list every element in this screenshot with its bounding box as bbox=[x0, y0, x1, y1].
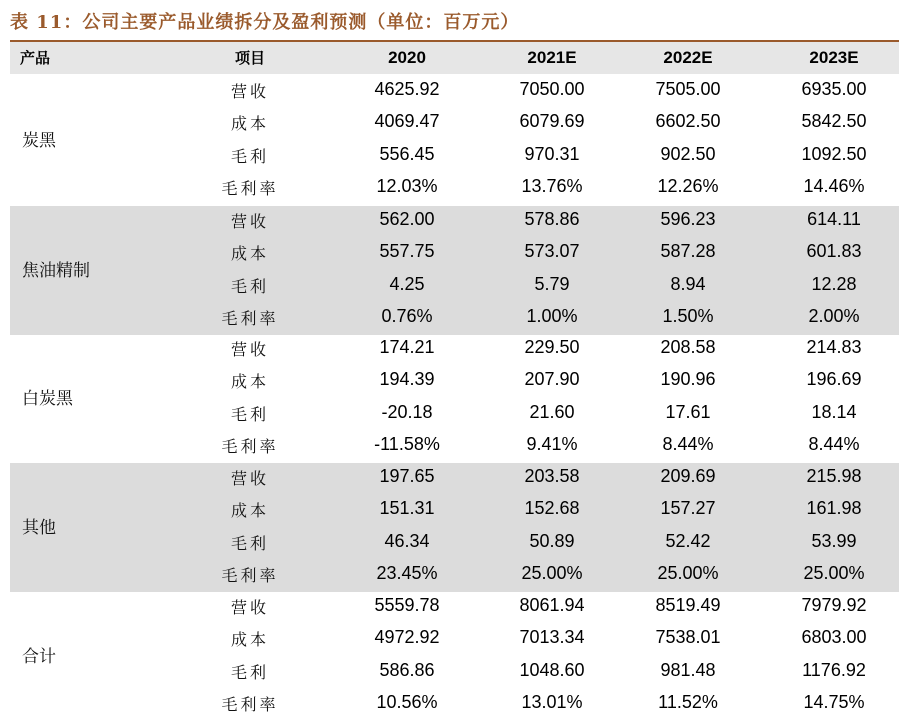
table-row bbox=[10, 366, 899, 398]
row-item-label: 营收 bbox=[230, 212, 269, 231]
value-cell: 556.45 bbox=[379, 144, 435, 164]
value-cell: 13.01% bbox=[521, 692, 583, 712]
product-total: 合计 bbox=[22, 647, 56, 667]
value-cell: 6935.00 bbox=[801, 79, 867, 99]
value-cell: 12.03% bbox=[376, 176, 438, 196]
value-cell: 152.68 bbox=[524, 498, 580, 518]
table-row bbox=[10, 657, 899, 689]
value-cell: 207.90 bbox=[524, 369, 580, 389]
product-carbon-black: 炭黑 bbox=[22, 131, 56, 151]
header-year-2022e: 2022E bbox=[663, 48, 713, 67]
row-item-label: 成本 bbox=[230, 630, 269, 649]
value-cell: 586.86 bbox=[379, 660, 435, 680]
header-year-2023e: 2023E bbox=[809, 48, 859, 67]
value-cell: 25.00% bbox=[657, 563, 719, 583]
table-row bbox=[10, 560, 899, 592]
value-cell: 8519.49 bbox=[655, 595, 721, 615]
row-item-label: 营收 bbox=[230, 82, 269, 101]
product-group bbox=[10, 463, 899, 592]
row-item-label: 成本 bbox=[230, 501, 269, 520]
table-row bbox=[10, 173, 899, 205]
table-row bbox=[10, 271, 899, 303]
row-item-label: 成本 bbox=[230, 244, 269, 263]
value-cell: 21.60 bbox=[529, 402, 575, 422]
value-cell: 596.23 bbox=[660, 209, 716, 229]
value-cell: 2.00% bbox=[808, 306, 860, 326]
value-cell: 194.39 bbox=[379, 369, 435, 389]
value-cell: 4069.47 bbox=[374, 111, 440, 131]
value-cell: 229.50 bbox=[524, 337, 580, 357]
value-cell: 12.26% bbox=[657, 176, 719, 196]
value-cell: 7050.00 bbox=[519, 79, 585, 99]
table-title: 表 11：公司主要产品业绩拆分及盈利预测（单位：百万元） bbox=[10, 12, 520, 33]
value-cell: 161.98 bbox=[806, 498, 862, 518]
row-item-label: 毛利率 bbox=[221, 566, 279, 585]
row-item-label: 毛利 bbox=[230, 277, 269, 296]
row-item-label: 毛利 bbox=[230, 147, 269, 166]
value-cell: 174.21 bbox=[379, 337, 435, 357]
row-item-label: 营收 bbox=[230, 598, 269, 617]
row-item-label: 毛利 bbox=[230, 405, 269, 424]
table-row bbox=[10, 334, 899, 366]
value-cell: 573.07 bbox=[524, 241, 580, 261]
product-other: 其他 bbox=[22, 518, 56, 538]
value-cell: 23.45% bbox=[376, 563, 438, 583]
header-product: 产品 bbox=[20, 49, 51, 67]
value-cell: 13.76% bbox=[521, 176, 583, 196]
table-row bbox=[10, 303, 899, 335]
value-cell: 10.56% bbox=[376, 692, 438, 712]
value-cell: 8061.94 bbox=[519, 595, 585, 615]
value-cell: 1176.92 bbox=[802, 660, 866, 680]
header-item: 项目 bbox=[234, 49, 265, 67]
value-cell: 562.00 bbox=[379, 209, 435, 229]
value-cell: 5.79 bbox=[534, 274, 570, 294]
header-year-2021e: 2021E bbox=[527, 48, 577, 67]
table-row bbox=[10, 624, 899, 656]
value-cell: 50.89 bbox=[529, 531, 575, 551]
table-row bbox=[10, 495, 899, 527]
table-row bbox=[10, 463, 899, 495]
row-item-label: 成本 bbox=[230, 372, 269, 391]
value-cell: 601.83 bbox=[806, 241, 862, 261]
table-row bbox=[10, 108, 899, 140]
value-cell: 614.11 bbox=[807, 209, 861, 229]
product-group bbox=[10, 206, 899, 335]
value-cell: 8.44% bbox=[808, 434, 860, 454]
product-group bbox=[10, 76, 899, 205]
value-cell: 190.96 bbox=[660, 369, 716, 389]
row-item-label: 营收 bbox=[230, 469, 269, 488]
value-cell: 6602.50 bbox=[655, 111, 721, 131]
product-white-carbon-black: 白炭黑 bbox=[22, 389, 73, 409]
table-row bbox=[10, 689, 899, 721]
value-cell: 902.50 bbox=[660, 144, 716, 164]
product-group bbox=[10, 592, 899, 721]
value-cell: 578.86 bbox=[524, 209, 580, 229]
value-cell: 203.58 bbox=[524, 466, 580, 486]
value-cell: 25.00% bbox=[521, 563, 583, 583]
value-cell: 5842.50 bbox=[801, 111, 867, 131]
value-cell: -11.58% bbox=[374, 434, 440, 454]
value-cell: 14.46% bbox=[803, 176, 865, 196]
value-cell: 4972.92 bbox=[374, 627, 440, 647]
value-cell: 46.34 bbox=[384, 531, 430, 551]
value-cell: 9.41% bbox=[526, 434, 578, 454]
value-cell: 0.76% bbox=[381, 306, 433, 326]
row-item-label: 毛利率 bbox=[221, 437, 279, 456]
value-cell: 53.99 bbox=[811, 531, 857, 551]
value-cell: 17.61 bbox=[665, 402, 711, 422]
value-cell: 215.98 bbox=[806, 466, 862, 486]
table-row bbox=[10, 206, 899, 238]
value-cell: 7979.92 bbox=[801, 595, 867, 615]
value-cell: 6079.69 bbox=[519, 111, 585, 131]
value-cell: 557.75 bbox=[379, 241, 435, 261]
value-cell: 214.83 bbox=[806, 337, 862, 357]
value-cell: 1092.50 bbox=[801, 144, 867, 164]
value-cell: 8.94 bbox=[670, 274, 706, 294]
table-row bbox=[10, 592, 899, 624]
value-cell: 5559.78 bbox=[374, 595, 440, 615]
value-cell: 7538.01 bbox=[655, 627, 721, 647]
value-cell: 157.27 bbox=[660, 498, 716, 518]
value-cell: 1.50% bbox=[662, 306, 714, 326]
product-group bbox=[10, 334, 899, 463]
header-year-2020: 2020 bbox=[388, 48, 426, 67]
value-cell: 587.28 bbox=[660, 241, 716, 261]
value-cell: 208.58 bbox=[660, 337, 716, 357]
value-cell: 4625.92 bbox=[374, 79, 440, 99]
value-cell: 6803.00 bbox=[801, 627, 867, 647]
value-cell: 970.31 bbox=[524, 144, 580, 164]
value-cell: 7505.00 bbox=[655, 79, 721, 99]
table-row bbox=[10, 76, 899, 108]
table-row bbox=[10, 528, 899, 560]
value-cell: 14.75% bbox=[803, 692, 865, 712]
value-cell: 1048.60 bbox=[519, 660, 585, 680]
row-item-label: 营收 bbox=[230, 340, 269, 359]
value-cell: 4.25 bbox=[389, 274, 425, 294]
table-row bbox=[10, 399, 899, 431]
value-cell: 151.31 bbox=[379, 498, 435, 518]
row-item-label: 毛利率 bbox=[221, 179, 279, 198]
row-item-label: 毛利率 bbox=[221, 695, 279, 714]
value-cell: 8.44% bbox=[662, 434, 714, 454]
value-cell: 209.69 bbox=[660, 466, 716, 486]
value-cell: 12.28 bbox=[811, 274, 857, 294]
row-item-label: 毛利率 bbox=[221, 309, 279, 328]
value-cell: 11.52% bbox=[658, 692, 718, 712]
value-cell: 25.00% bbox=[803, 563, 865, 583]
row-item-label: 成本 bbox=[230, 114, 269, 133]
product-tar-refining: 焦油精制 bbox=[22, 261, 90, 281]
row-item-label: 毛利 bbox=[230, 534, 269, 553]
value-cell: -20.18 bbox=[381, 402, 433, 422]
table-row bbox=[10, 431, 899, 463]
table-row bbox=[10, 141, 899, 173]
table-header bbox=[10, 42, 899, 74]
table-row bbox=[10, 238, 899, 270]
value-cell: 1.00% bbox=[526, 306, 578, 326]
value-cell: 196.69 bbox=[806, 369, 862, 389]
value-cell: 981.48 bbox=[660, 660, 716, 680]
value-cell: 197.65 bbox=[379, 466, 435, 486]
value-cell: 7013.34 bbox=[519, 627, 585, 647]
row-item-label: 毛利 bbox=[230, 663, 269, 682]
value-cell: 18.14 bbox=[811, 402, 857, 422]
value-cell: 52.42 bbox=[665, 531, 711, 551]
